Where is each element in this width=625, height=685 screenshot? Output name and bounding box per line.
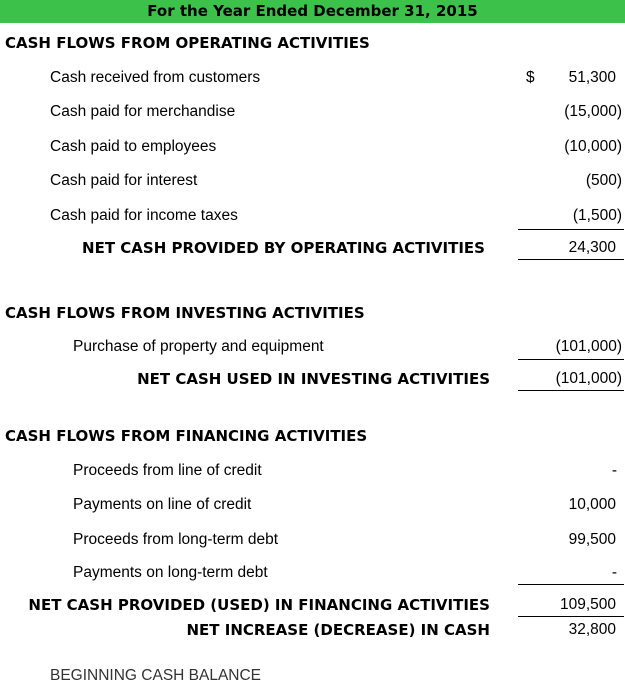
financing-total-amount: 109,500 bbox=[559, 596, 616, 613]
operating-section-title: CASH FLOWS FROM OPERATING ACTIVITIES bbox=[5, 34, 370, 52]
investing-item-label: Purchase of property and equipment bbox=[73, 338, 324, 355]
financing-item-label: Proceeds from long-term debt bbox=[73, 531, 279, 548]
currency-symbol: $ bbox=[526, 69, 535, 86]
investing-total-label: NET CASH USED IN INVESTING ACTIVITIES bbox=[137, 370, 490, 388]
financing-item-label: Payments on long-term debt bbox=[73, 564, 268, 581]
subtotal-rule bbox=[518, 359, 624, 360]
operating-total-label: NET CASH PROVIDED BY OPERATING ACTIVITIES bbox=[82, 239, 485, 257]
operating-item-label: Cash paid for merchandise bbox=[50, 103, 236, 120]
financing-item-amount: - bbox=[611, 462, 617, 479]
net-change-amount: 32,800 bbox=[568, 621, 616, 638]
financing-item-amount: - bbox=[611, 564, 617, 581]
beginning-balance-label: BEGINNING CASH BALANCE bbox=[50, 667, 262, 684]
financing-item-label: Payments on line of credit bbox=[73, 496, 252, 513]
operating-item-amount: (1,500) bbox=[572, 207, 622, 224]
financing-section-title: CASH FLOWS FROM FINANCING ACTIVITIES bbox=[5, 427, 368, 445]
financing-item-amount: 99,500 bbox=[568, 531, 616, 548]
net-change-label: NET INCREASE (DECREASE) IN CASH bbox=[186, 621, 490, 639]
financing-item-label: Proceeds from line of credit bbox=[73, 462, 262, 479]
operating-item-amount: 51,300 bbox=[568, 69, 616, 86]
operating-item-amount: (500) bbox=[585, 172, 622, 189]
financing-total-label: NET CASH PROVIDED (USED) IN FINANCING ACTIVITIES bbox=[28, 596, 490, 614]
investing-item-amount: (101,000) bbox=[555, 338, 622, 355]
period-header: For the Year Ended December 31, 2015 bbox=[0, 0, 625, 23]
operating-item-amount: (10,000) bbox=[564, 138, 622, 155]
operating-item-label: Cash paid for income taxes bbox=[50, 207, 238, 224]
financing-item-amount: 10,000 bbox=[568, 496, 616, 513]
operating-item-label: Cash received from customers bbox=[50, 69, 261, 86]
total-rule bbox=[518, 390, 624, 391]
total-rule bbox=[518, 259, 624, 260]
total-rule bbox=[518, 616, 624, 617]
operating-item-amount: (15,000) bbox=[564, 103, 622, 120]
investing-section-title: CASH FLOWS FROM INVESTING ACTIVITIES bbox=[5, 304, 365, 322]
operating-item-label: Cash paid to employees bbox=[50, 138, 217, 155]
subtotal-rule bbox=[518, 584, 624, 585]
operating-total-amount: 24,300 bbox=[568, 239, 616, 256]
investing-total-amount: (101,000) bbox=[555, 370, 622, 387]
subtotal-rule bbox=[518, 229, 624, 230]
operating-item-label: Cash paid for interest bbox=[50, 172, 198, 189]
